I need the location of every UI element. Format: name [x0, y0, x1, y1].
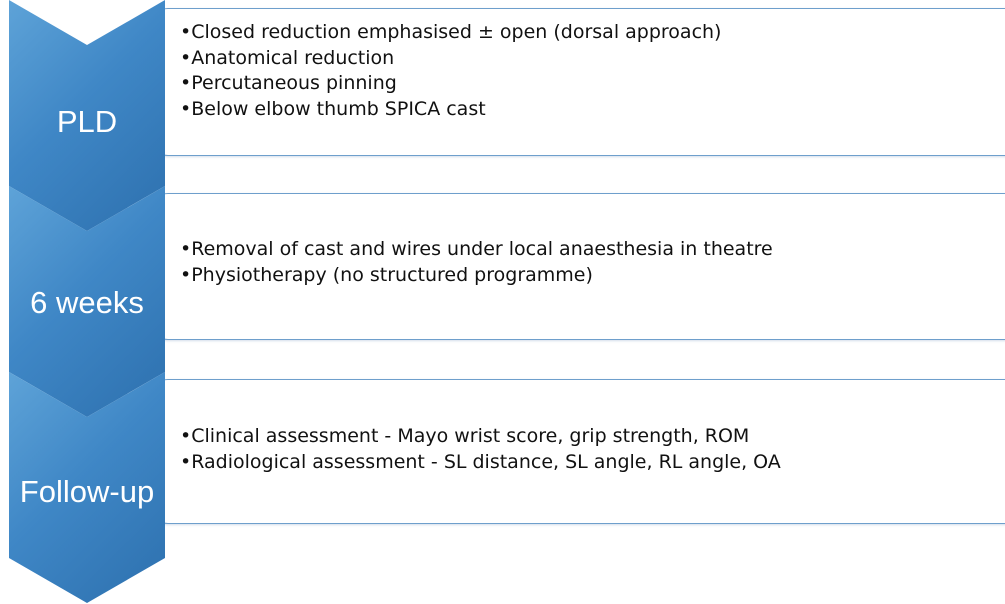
- list-item: • Percutaneous pinning: [180, 71, 721, 97]
- stage-list-6-weeks: [180, 237, 773, 288]
- list-item: • Anatomical reduction: [180, 46, 721, 72]
- list-item: • Physiotherapy (no structured programme): [180, 263, 773, 289]
- stage-list-follow-up: [180, 424, 781, 475]
- stage-label-6-weeks: 6 weeks: [30, 285, 144, 320]
- stage-label-follow-up: Follow-up: [19, 474, 155, 509]
- list-item: • Radiological assessment - SL distance, SL angle, RL angle, OA: [180, 450, 781, 476]
- stage-label-pld: PLD: [56, 104, 118, 139]
- list-item: • Removal of cast and wires under local anaesthesia in theatre: [180, 237, 773, 263]
- list-item: • Clinical assessment - Mayo wrist score, grip strength, ROM: [180, 424, 781, 450]
- list-item: • Closed reduction emphasised ± open (dorsal approach): [180, 20, 721, 46]
- stage-list-pld: [180, 20, 721, 122]
- list-item: • Below elbow thumb SPICA cast: [180, 97, 721, 123]
